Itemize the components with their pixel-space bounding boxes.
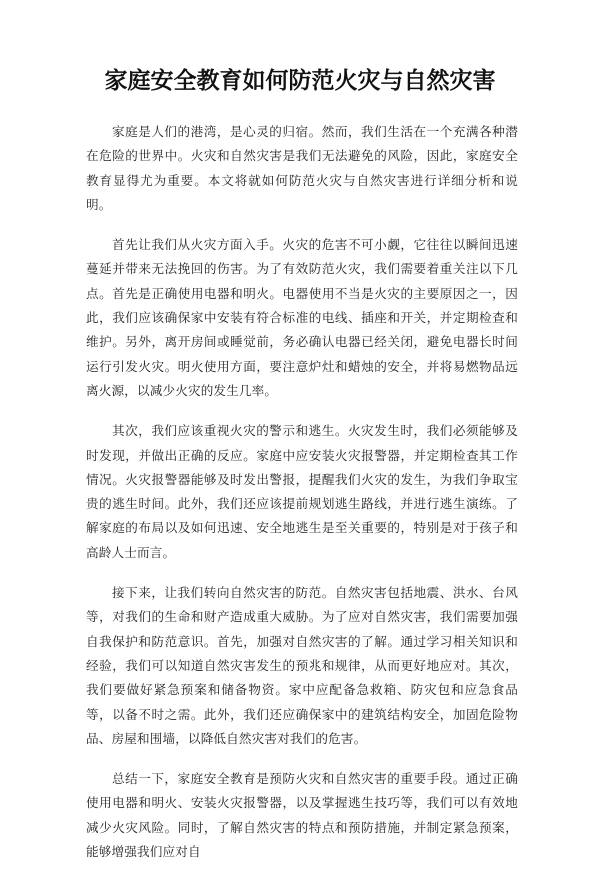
paragraph-intro: 家庭是人们的港湾，是心灵的归宿。然而，我们生活在一个充满各种潜在危险的世界中。火灾和自然灾害是我们无法避免的风险，因此，家庭安全教育显得尤为重要。本文将就如何防范火灾与自然灾害进行详细分析和说明。	[86, 124, 518, 212]
paragraph-fire-prevention: 首先让我们从火灾方面入手。火灾的危害不可小觑，它往往以瞬间迅速蔓延并带来无法挽回的伤害。为了有效防范火灾，我们需要着重关注以下几点。首先是正确使用电器和明火。电器使用不当是火灾的主要原因之一，因此，我们应该确保家中安装有符合标准的电线、插座和开关，并定期检查和维护。另外，离开房间或睡觉前，务必确认电器已经关闭，避免电器长时间运行引发火灾。明火使用方面，要注意炉灶和蜡烛的安全，并将易燃物品远离火源，以减少火灾的发生几率。	[86, 237, 518, 398]
paragraph-fire-escape: 其次，我们应该重视火灾的警示和逃生。火灾发生时，我们必须能够及时发现，并做出正确的反应。家庭中应安装火灾报警器，并定期检查其工作情况。火灾报警器能够及时发出警报，提醒我们火灾的发生，为我们争取宝贵的逃生时间。此外，我们还应该提前规划逃生路线，并进行逃生演练。了解家庭的布局以及如何迅速、安全地逃生是至关重要的，特别是对于孩子和高龄人士而言。	[86, 423, 518, 560]
paragraph-summary: 总结一下，家庭安全教育是预防火灾和自然灾害的重要手段。通过正确使用电器和明火、安装火灾报警器，以及掌握逃生技巧等，我们可以有效地减少火灾风险。同时，了解自然灾害的特点和预防措施，并制定紧急预案，能够增强我们应对自	[86, 771, 518, 860]
document-title: 家庭安全教育如何防范火灾与自然灾害	[104, 68, 496, 94]
document-body	[86, 120, 518, 880]
paragraph-natural-disasters: 接下来，让我们转向自然灾害的防范。自然灾害包括地震、洪水、台风等，对我们的生命和财产造成重大威胁。为了应对自然灾害，我们需要加强自我保护和防范意识。首先，加强对自然灾害的了解。通过学习相关知识和经验，我们可以知道自然灾害发生的预兆和规律，从而更好地应对。其次，我们要做好紧急预案和储备物资。家中应配备急救箱、防灾包和应急食品等，以备不时之需。此外，我们还应确保家中的建筑结构安全，加固危险物品、房屋和围墙，以降低自然灾害对我们的危害。	[86, 585, 518, 746]
